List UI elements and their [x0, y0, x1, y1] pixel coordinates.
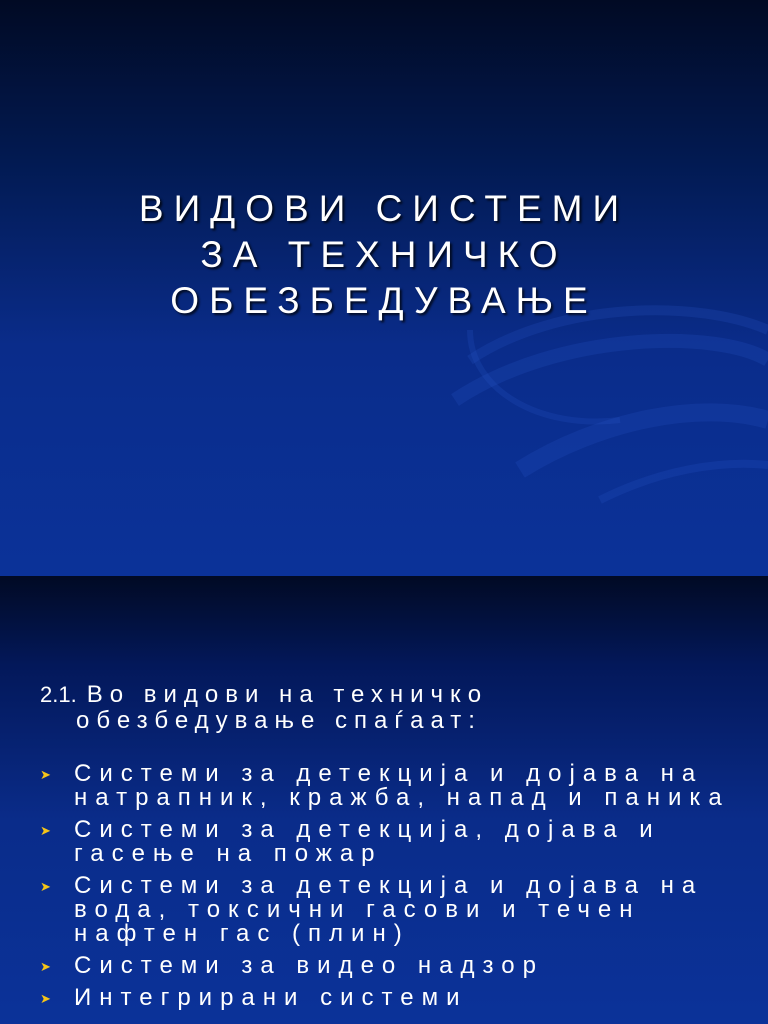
- slide-title: [40, 186, 728, 324]
- arrow-bullet-icon: ➤: [40, 823, 51, 838]
- title-line: ВИДОВИ СИСТЕМИ: [138, 188, 630, 229]
- section-heading: [40, 682, 740, 734]
- slide-body: [40, 682, 740, 1018]
- list-item: [40, 762, 740, 810]
- list-item-text: Системи за детекција, дојава и гасење на пожар: [74, 816, 661, 867]
- list-item-text: Системи за видео надзор: [74, 952, 544, 979]
- title-line: ОБЕЗБЕДУВАЊЕ: [170, 280, 598, 321]
- bullet-list: [40, 762, 740, 1010]
- list-item: [40, 954, 740, 978]
- section-number: 2.1.: [40, 682, 77, 707]
- list-item: [40, 986, 740, 1010]
- list-item-text: Интегрирани системи: [74, 984, 468, 1011]
- title-line: ЗА ТЕХНИЧКО: [200, 234, 568, 275]
- list-item-text: Системи за детекција и дојава на натрапник, кражба, напад и паника: [74, 760, 730, 811]
- arrow-bullet-icon: ➤: [40, 767, 51, 782]
- arrow-bullet-icon: ➤: [40, 959, 51, 974]
- list-item: [40, 818, 740, 866]
- list-item: [40, 874, 740, 946]
- arrow-bullet-icon: ➤: [40, 991, 51, 1006]
- content-slide: [0, 576, 768, 1024]
- list-item-text: Системи за детекција и дојава на вода, токсични гасови и течен нафтен гас (плин): [74, 872, 704, 947]
- section-heading-text: Во видови на техничко обезбедување спаѓаат:: [76, 681, 489, 734]
- arrow-bullet-icon: ➤: [40, 879, 51, 894]
